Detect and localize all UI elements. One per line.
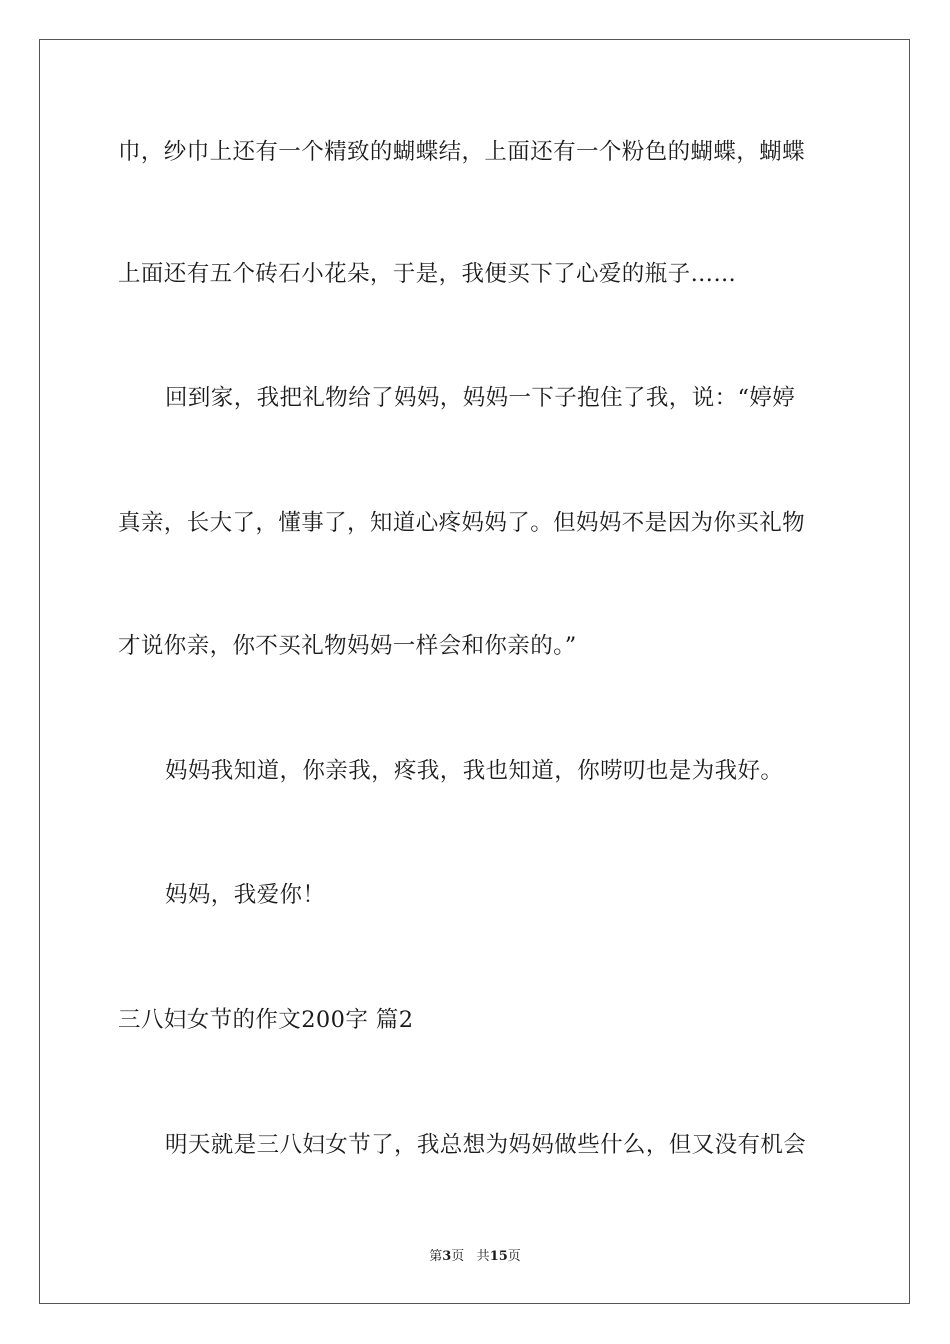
paragraph-line: 妈妈，我爱你！ [165, 882, 326, 908]
footer-total-pages: 15 [489, 1249, 508, 1264]
paragraph-line: 明天就是三八妇女节了，我总想为妈妈做些什么，但又没有机会 [165, 1132, 807, 1158]
footer-total-prefix: 共 [476, 1249, 490, 1264]
footer-page-prefix: 第 [429, 1249, 443, 1264]
section-heading: 三八妇女节的作文200字 篇2 [118, 1007, 414, 1033]
footer-page-number: 3 [442, 1249, 452, 1264]
paragraph-line: 上面还有五个砖石小花朵，于是，我便买下了心爱的瓶子…… [118, 261, 737, 287]
paragraph-line: 妈妈我知道，你亲我，疼我，我也知道，你唠叨也是为我好。 [165, 758, 784, 784]
paragraph-line: 真亲，长大了，懂事了，知道心疼妈妈了。但妈妈不是因为你买礼物 [118, 510, 806, 536]
footer-total-suffix: 页 [507, 1249, 521, 1264]
paragraph-line: 回到家，我把礼物给了妈妈，妈妈一下子抱住了我，说：“婷婷 [165, 385, 796, 411]
paragraph-line: 才说你亲，你不买礼物妈妈一样会和你亲的。” [118, 633, 577, 659]
page-footer [0, 1249, 950, 1265]
paragraph-line: 巾，纱巾上还有一个精致的蝴蝶结，上面还有一个粉色的蝴蝶，蝴蝶 [118, 139, 806, 165]
footer-page-suffix: 页 [451, 1249, 465, 1264]
page-frame [39, 39, 910, 1304]
